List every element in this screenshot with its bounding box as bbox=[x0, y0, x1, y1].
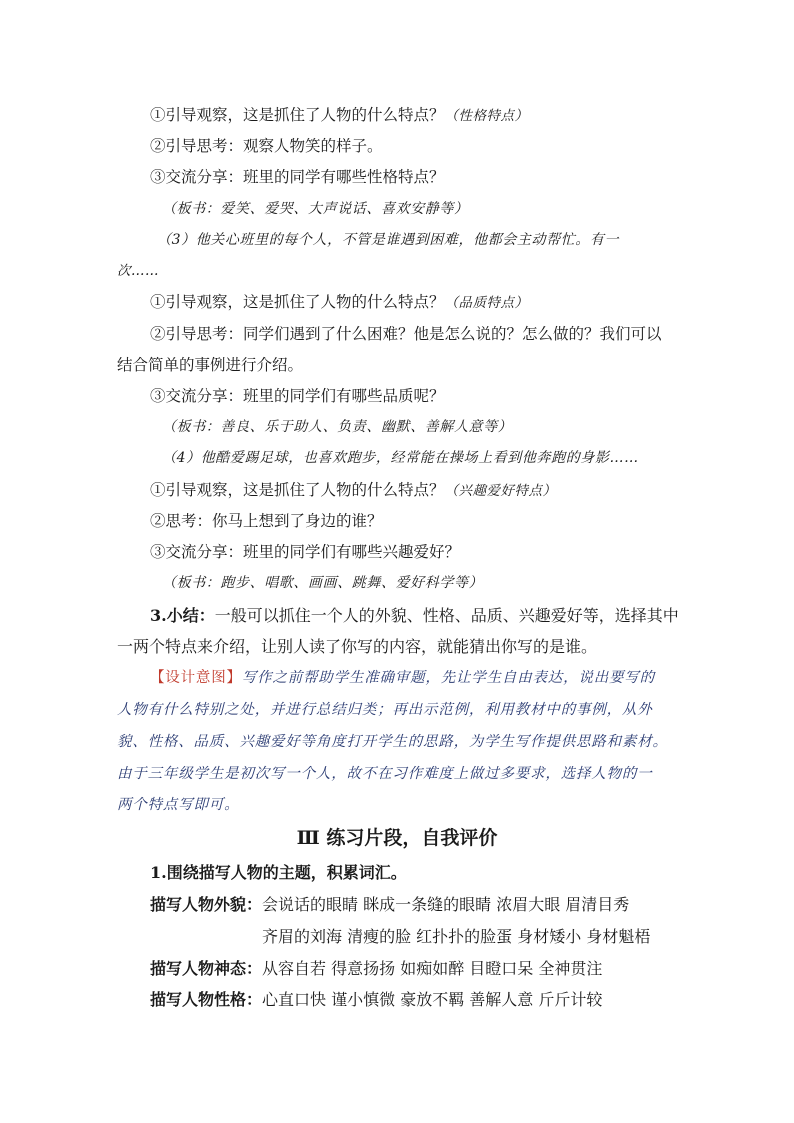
design-intent-text1: 写作之前帮助学生准确审题，先让学生自由表达，说出要写的 bbox=[241, 670, 655, 686]
summary-label: 3.小结： bbox=[150, 606, 215, 625]
q3-think-line2: 结合简单的事例进行介绍。 bbox=[117, 356, 304, 374]
q4-observe-line bbox=[150, 478, 557, 500]
section3-heading: Ⅲ 练习片段，自我评价 bbox=[296, 827, 498, 849]
q2-think-line: ②引导思考：观察人物笑的样子。 bbox=[150, 137, 383, 155]
q2-share-line: ③交流分享：班里的同学有哪些性格特点？ bbox=[150, 168, 445, 186]
q3-share-line: ③交流分享：班里的同学们有哪些品质呢？ bbox=[150, 387, 445, 405]
appearance-row bbox=[150, 892, 629, 915]
summary-text1: 一般可以抓住一个人的外貌、性格、品质、兴趣爱好等，选择其中 bbox=[214, 606, 679, 625]
q4-observe-note: （兴趣爱好特点） bbox=[444, 483, 557, 499]
design-intent-line2: 人物有什么特别之处，并进行总结归类；再出示范例，利用教材中的事例，从外 bbox=[117, 702, 653, 718]
appearance-words-line1: 会说话的眼睛 眯成一条缝的眼睛 浓眉大眼 眉清目秀 bbox=[262, 895, 630, 914]
design-intent-line3: 貌、性格、品质、兴趣爱好等角度打开学生的思路，为学生写作提供思路和素材。 bbox=[117, 734, 668, 750]
personality-words: 心直口快 谨小慎微 豪放不羁 善解人意 斤斤计较 bbox=[262, 990, 603, 1009]
q4-observe-text: ①引导观察，这是抓住了人物的什么特点？ bbox=[150, 481, 445, 499]
q2-observe-note: （性格特点） bbox=[444, 108, 529, 124]
appearance-label: 描写人物外貌： bbox=[150, 895, 263, 914]
expression-label: 描写人物神态： bbox=[150, 959, 263, 978]
section3-task1: 1.围绕描写人物的主题，积累词汇。 bbox=[150, 863, 407, 882]
q2-observe-text: ①引导观察，这是抓住了人物的什么特点？ bbox=[150, 106, 445, 124]
design-intent-line4: 由于三年级学生是初次写一个人，故不在习作难度上做过多要求，选择人物的一 bbox=[117, 766, 653, 782]
q3-think-line1: ②引导思考：同学们遇到了什么困难？他是怎么说的？怎么做的？我们可以 bbox=[150, 325, 662, 343]
example3-line2: 次…… bbox=[117, 263, 159, 279]
design-intent-tag: 【设计意图】 bbox=[150, 670, 242, 686]
personality-label: 描写人物性格： bbox=[150, 990, 263, 1009]
q3-observe-line bbox=[150, 290, 529, 312]
expression-words: 从容自若 得意扬扬 如痴如醉 目瞪口呆 全神贯注 bbox=[262, 959, 603, 978]
q2-observe-line bbox=[150, 103, 529, 125]
design-intent-line5: 两个特点写即可。 bbox=[117, 797, 240, 813]
q4-board-note: （板书：跑步、唱歌、画画、跳舞、爱好科学等） bbox=[162, 575, 484, 591]
q2-board-note: （板书：爱笑、爱哭、大声说话、喜欢安静等） bbox=[162, 201, 469, 217]
q3-observe-text: ①引导观察，这是抓住了人物的什么特点？ bbox=[150, 293, 445, 311]
q4-share-line: ③交流分享：班里的同学们有哪些兴趣爱好？ bbox=[150, 543, 461, 561]
example4-line: （4）他酷爱踢足球，也喜欢跑步，经常能在操场上看到他奔跑的身影…… bbox=[162, 450, 639, 466]
expression-row bbox=[150, 956, 602, 979]
example3-line1: （3）他关心班里的每个人，不管是谁遇到困难，他都会主动帮忙。有一 bbox=[157, 232, 620, 248]
summary-line1 bbox=[150, 603, 679, 626]
q4-think-line: ②思考：你马上想到了身边的谁？ bbox=[150, 512, 383, 530]
q3-board-note: （板书：善良、乐于助人、负责、幽默、善解人意等） bbox=[162, 419, 513, 435]
appearance-words-line2: 齐眉的刘海 清瘦的脸 红扑扑的脸蛋 身材矮小 身材魁梧 bbox=[262, 927, 651, 946]
summary-line2: 一两个特点来介绍，让别人读了你写的内容，就能猜出你写的是谁。 bbox=[117, 637, 598, 656]
design-intent-line1 bbox=[150, 666, 655, 687]
q3-observe-note: （品质特点） bbox=[444, 295, 529, 311]
personality-row bbox=[150, 987, 602, 1010]
